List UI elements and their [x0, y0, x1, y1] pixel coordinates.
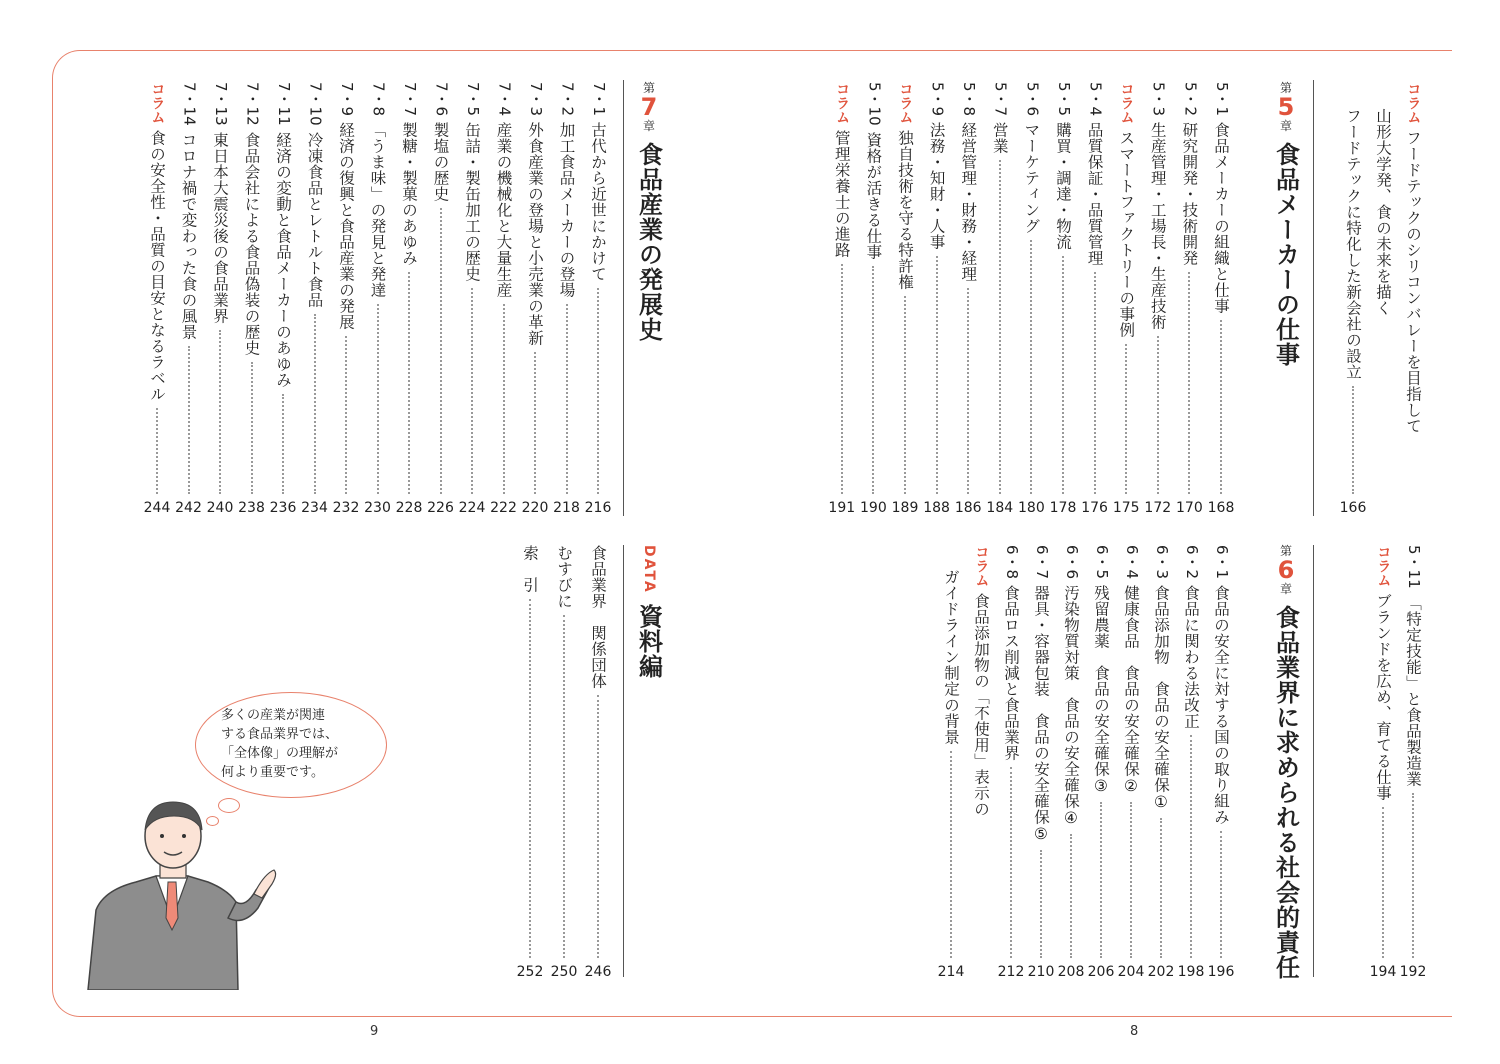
leader-dots — [188, 346, 190, 494]
entry-page: 191 — [828, 500, 856, 516]
leader-dots — [1188, 272, 1190, 494]
entry-number: 7・12 — [243, 82, 262, 126]
entry-number: 6・8 — [1002, 545, 1021, 580]
entry-number: コラム — [149, 82, 166, 124]
entry-page: 196 — [1207, 964, 1235, 980]
entry-number: 6・1 — [1212, 545, 1231, 580]
entry-title: 食品ロス削減と食品業界 — [1002, 585, 1020, 762]
entry-number: 7・13 — [211, 82, 230, 126]
entry-page: 168 — [1207, 500, 1235, 516]
chapter-number: 6 — [1277, 556, 1295, 584]
toc-entry — [1026, 545, 1056, 980]
entry-page: 240 — [206, 500, 234, 516]
leader-dots — [1040, 850, 1042, 958]
leader-dots — [597, 695, 599, 958]
toc-entry — [1016, 82, 1046, 516]
entry-page: 252 — [516, 964, 544, 980]
entry-page: 184 — [986, 500, 1014, 516]
entry-page: 232 — [332, 500, 360, 516]
leader-dots — [1190, 735, 1192, 958]
chapter-number: 7 — [640, 93, 658, 121]
leader-dots — [936, 256, 938, 494]
entry-number: 5・10 — [865, 82, 884, 126]
entry-page: 214 — [937, 964, 965, 980]
leader-dots — [1010, 767, 1012, 958]
toc-entry — [1056, 545, 1086, 980]
entry-title: 「特定技能」と食品製造業 — [1404, 594, 1422, 787]
toc-entry — [1174, 82, 1204, 516]
entry-page: 172 — [1144, 500, 1172, 516]
entry-title: 法務・知財・人事 — [927, 122, 946, 251]
entry-title: フードテックのシリコンバレーを目指して — [1404, 130, 1422, 434]
entry-number: コラム — [834, 82, 851, 124]
chapter-suffix: 章 — [1279, 119, 1292, 134]
entry-title: 東日本大震災後の食品業界 — [211, 131, 229, 324]
toc-column-entry — [1398, 82, 1428, 516]
entry-number: 5・3 — [1149, 82, 1168, 117]
entry-page: 206 — [1087, 964, 1115, 980]
entry-number: 7・8 — [369, 82, 388, 117]
entry-title: 食の安全性・品質の目安となるラベル — [148, 130, 166, 402]
entry-title: 食品業界 関係団体 — [589, 545, 607, 689]
entry-title: 食品メーカーの組織と仕事 — [1212, 122, 1230, 315]
toc-entry — [1048, 82, 1078, 516]
entry-number: 6・5 — [1092, 545, 1111, 580]
toc-entry — [552, 82, 582, 516]
leader-dots — [1412, 793, 1414, 958]
data-label: DATA — [641, 545, 657, 594]
divider-line — [623, 545, 624, 977]
entry-number: 7・3 — [526, 82, 545, 117]
entry-number: コラム — [1405, 82, 1422, 124]
entry-page: 204 — [1117, 964, 1145, 980]
entry-number: 5・4 — [1086, 82, 1105, 117]
leader-dots — [219, 330, 221, 494]
leader-dots — [1062, 256, 1064, 494]
entry-title: 経済の復興と食品産業の発展 — [337, 122, 355, 331]
speech-text: 「全体像」の理解が — [221, 746, 339, 761]
chapter-prefix: 第 — [1279, 544, 1292, 558]
toc-entry — [549, 545, 579, 980]
entry-number: 5・7 — [991, 82, 1010, 117]
entry-title: 食品添加物の「不使用」表示の — [972, 593, 990, 817]
entry-number: 5・2 — [1181, 82, 1200, 117]
entry-page: 170 — [1176, 500, 1203, 516]
entry-page: 192 — [1399, 964, 1427, 980]
entry-page: 176 — [1081, 500, 1108, 516]
leader-dots — [408, 272, 410, 494]
entry-page: 202 — [1147, 964, 1175, 980]
toc-entry — [363, 82, 393, 516]
entry-title: 営業 — [990, 122, 1009, 155]
toc-entry — [583, 82, 613, 516]
chapter-number: 5 — [1277, 93, 1295, 121]
entry-number: 5・6 — [1023, 82, 1042, 117]
entry-page: 175 — [1112, 500, 1140, 516]
entry-title: 製糖・製菓のあゆみ — [400, 122, 418, 267]
entry-page: 186 — [954, 500, 982, 516]
leader-dots — [841, 264, 843, 494]
entry-title: 購買・調達・物流 — [1054, 122, 1072, 251]
toc-entry — [457, 82, 487, 516]
entry-title: 食品添加物 食品の安全確保① — [1152, 585, 1170, 812]
entry-number: コラム — [1375, 545, 1392, 587]
toc-column-entry — [1111, 82, 1141, 516]
entry-page: 212 — [997, 964, 1025, 980]
entry-title: 食品会社による食品偽装の歴史 — [242, 131, 261, 356]
toc-entry — [394, 82, 424, 516]
leader-dots — [534, 352, 536, 494]
speech-text: 多くの産業が関連 — [221, 708, 326, 724]
leader-dots — [967, 288, 969, 494]
entry-number: コラム — [973, 545, 990, 587]
entry-number: 7・7 — [400, 82, 419, 117]
leader-dots — [156, 408, 158, 494]
entry-number: 7・6 — [432, 82, 451, 117]
divider-line — [1313, 80, 1314, 516]
toc-entry — [1086, 545, 1116, 980]
entry-page: 238 — [238, 500, 265, 516]
leader-dots — [1070, 834, 1072, 958]
toc-column-entry — [966, 545, 996, 980]
entry-page: 188 — [923, 500, 950, 516]
entry-number: コラム — [1118, 82, 1135, 124]
entry-page: 210 — [1027, 964, 1055, 980]
entry-number: 7・10 — [306, 82, 325, 126]
leader-dots — [440, 208, 442, 494]
entry-title: 生産管理・工場長・生産技術 — [1148, 122, 1167, 331]
entry-page: 180 — [1018, 500, 1045, 516]
toc-entry — [1080, 82, 1110, 516]
leader-dots — [904, 296, 906, 494]
leader-dots — [566, 304, 568, 494]
entry-number: 7・9 — [337, 82, 356, 117]
entry-number: 6・7 — [1032, 545, 1051, 580]
entry-page: 218 — [553, 500, 580, 516]
leader-dots — [597, 288, 599, 494]
chapter-title: 食品業界に求められる社会的責任 — [1271, 605, 1300, 981]
toc-entry — [426, 82, 456, 516]
leader-dots — [251, 362, 253, 494]
chapter-suffix: 章 — [1279, 582, 1292, 597]
chapter-title: 食品メーカーの仕事 — [1271, 142, 1300, 368]
toc-entry — [858, 82, 888, 516]
entry-title: 山形大学発、食の未来を描く — [1374, 108, 1392, 316]
toc-entry — [515, 545, 545, 980]
leader-dots — [872, 266, 874, 494]
entry-title: 残留農薬 食品の安全確保③ — [1092, 585, 1110, 796]
entry-title: 健康食品 食品の安全確保② — [1122, 585, 1140, 796]
leader-dots — [529, 599, 531, 958]
entry-title: 缶詰・製缶加工の歴史 — [463, 122, 481, 283]
chapter-5-heading — [1268, 82, 1304, 367]
leader-dots — [1100, 802, 1102, 958]
toc-column-entry — [1368, 545, 1398, 980]
toc-entry — [1206, 545, 1236, 980]
entry-title: 加工食品メーカーの登場 — [557, 122, 576, 299]
toc-column-entry — [827, 82, 857, 516]
entry-title: 外食産業の登場と小売業の革新 — [526, 122, 544, 347]
speech-bubble — [195, 692, 387, 798]
entry-title: 「うま味」の発見と発達 — [368, 122, 387, 299]
entry-title: 索 引 — [521, 545, 539, 593]
toc-entry — [1206, 82, 1236, 516]
entry-number: 6・6 — [1062, 545, 1081, 580]
page-number-right: 8 — [1130, 1024, 1139, 1039]
leader-dots — [1125, 344, 1127, 494]
toc-entry — [985, 82, 1015, 516]
leader-dots — [1352, 386, 1354, 494]
entry-number: コラム — [897, 82, 914, 124]
leader-dots — [563, 615, 565, 958]
toc-entry — [205, 82, 235, 516]
entry-title: 器具・容器包装 食品の安全確保⑤ — [1032, 585, 1050, 844]
entry-number: 7・2 — [558, 82, 577, 117]
entry-page: 198 — [1177, 964, 1205, 980]
toc-entry — [922, 82, 952, 516]
speech-text: する食品業界では、 — [221, 727, 339, 743]
entry-page: 194 — [1369, 964, 1397, 980]
entry-title: 独自技術を守る特許権 — [896, 130, 914, 290]
toc-entry — [520, 82, 550, 516]
entry-title: スマートファクトリーの事例 — [1117, 130, 1136, 338]
chapter-prefix: 第 — [642, 81, 655, 95]
entry-number: 5・11 — [1404, 545, 1423, 589]
entry-title: 食品の安全に対する国の取り組み — [1212, 585, 1230, 826]
entry-title: 古代から近世にかけて — [589, 122, 607, 283]
toc-entry — [1368, 82, 1398, 516]
toc-entry — [489, 82, 519, 516]
entry-title: 研究開発・技術開発 — [1180, 122, 1199, 267]
entry-title: むすびに — [555, 545, 573, 609]
entry-number: 5・8 — [960, 82, 979, 117]
entry-page: 216 — [584, 500, 612, 516]
entry-page: 250 — [550, 964, 578, 980]
entry-title: フードテックに特化した新会社の設立 — [1344, 108, 1362, 380]
data-title: 資料編 — [634, 603, 663, 679]
toc-entry — [936, 545, 966, 980]
entry-page: 178 — [1049, 500, 1077, 516]
entry-page: 246 — [584, 964, 612, 980]
entry-title: 食品に関わる法改正 — [1182, 585, 1200, 730]
toc-entry — [1146, 545, 1176, 980]
entry-title: 汚染物質対策 食品の安全確保④ — [1062, 585, 1080, 828]
leader-dots — [377, 304, 379, 494]
entry-title: 製塩の歴史 — [431, 122, 450, 203]
toc-column-entry — [890, 82, 920, 516]
entry-page: 222 — [490, 500, 517, 516]
toc-entry — [174, 82, 204, 516]
toc-entry — [268, 82, 298, 516]
toc-entry — [583, 545, 613, 980]
entry-page: 189 — [891, 500, 919, 516]
toc-entry — [331, 82, 361, 516]
chapter-prefix: 第 — [1279, 81, 1292, 95]
toc-entry — [237, 82, 267, 516]
entry-number: 5・5 — [1054, 82, 1073, 117]
toc-entry — [300, 82, 330, 516]
entry-number: 6・3 — [1152, 545, 1171, 580]
divider-line — [1313, 545, 1314, 977]
leader-dots — [999, 160, 1001, 494]
leader-dots — [282, 394, 284, 494]
toc-entry — [1398, 545, 1428, 980]
entry-number: 6・4 — [1122, 545, 1141, 580]
entry-title: 資格が活きる仕事 — [864, 131, 883, 260]
entry-page: 234 — [301, 500, 328, 516]
chapter-6-heading — [1268, 545, 1304, 980]
toc-entry — [1176, 545, 1206, 980]
entry-title: マーケティング — [1022, 122, 1041, 235]
entry-page: 220 — [521, 500, 549, 516]
entry-page: 228 — [395, 500, 423, 516]
leader-dots — [1157, 336, 1159, 494]
leader-dots — [1094, 272, 1096, 494]
toc-entry — [1116, 545, 1146, 980]
leader-dots — [1382, 807, 1384, 958]
entry-title: 経営管理・財務・経理 — [959, 122, 978, 283]
leader-dots — [1220, 320, 1222, 494]
entry-number: 7・1 — [589, 82, 608, 117]
leader-dots — [1130, 802, 1132, 958]
toc-entry — [1143, 82, 1173, 516]
entry-title: 経済の変動と食品メーカーのあゆみ — [274, 131, 292, 388]
toc-column-entry — [142, 82, 172, 516]
entry-title: ブランドを広め、育てる仕事 — [1374, 593, 1392, 801]
entry-number: 5・1 — [1212, 82, 1231, 117]
chapter-7-heading — [631, 82, 667, 342]
entry-page: 166 — [1339, 500, 1367, 516]
entry-page: 226 — [427, 500, 454, 516]
entry-page: 236 — [269, 500, 297, 516]
entry-number: 6・2 — [1182, 545, 1201, 580]
entry-number: 5・9 — [928, 82, 947, 117]
entry-number: 7・14 — [180, 82, 199, 126]
leader-dots — [1160, 818, 1162, 958]
entry-page: 230 — [364, 500, 391, 516]
entry-title: ガイドライン制定の背景 — [942, 569, 960, 745]
leader-dots — [471, 288, 473, 494]
data-section-heading — [631, 545, 667, 679]
divider-line — [623, 80, 624, 516]
chapter-title: 食品産業の発展史 — [634, 142, 663, 343]
entry-page: 224 — [458, 500, 486, 516]
entry-title: コロナ禍で変わった食の風景 — [179, 131, 198, 340]
entry-page: 242 — [175, 500, 202, 516]
leader-dots — [950, 751, 952, 958]
leader-dots — [1030, 240, 1032, 494]
entry-title: 品質保証・品質管理 — [1085, 122, 1104, 267]
toc-entry — [953, 82, 983, 516]
entry-page: 244 — [143, 500, 171, 516]
speech-text: 何より重要です。 — [221, 764, 324, 780]
leader-dots — [314, 314, 316, 494]
toc-entry — [1338, 82, 1368, 516]
entry-title: 産業の機械化と大量生産 — [494, 122, 513, 299]
toc-entry — [996, 545, 1026, 980]
entry-title: 冷凍食品とレトルト食品 — [305, 131, 324, 308]
businessman-illustration — [78, 790, 278, 990]
entry-number: 7・4 — [495, 82, 514, 117]
chapter-suffix: 章 — [642, 119, 655, 134]
page-number-left: 9 — [370, 1024, 379, 1039]
entry-number: 7・5 — [463, 82, 482, 117]
leader-dots — [503, 304, 505, 494]
entry-number: 7・11 — [274, 82, 293, 126]
leader-dots — [345, 336, 347, 494]
leader-dots — [1220, 831, 1222, 958]
entry-page: 208 — [1057, 964, 1085, 980]
entry-title: 管理栄養士の進路 — [832, 130, 851, 258]
entry-page: 190 — [860, 500, 887, 516]
